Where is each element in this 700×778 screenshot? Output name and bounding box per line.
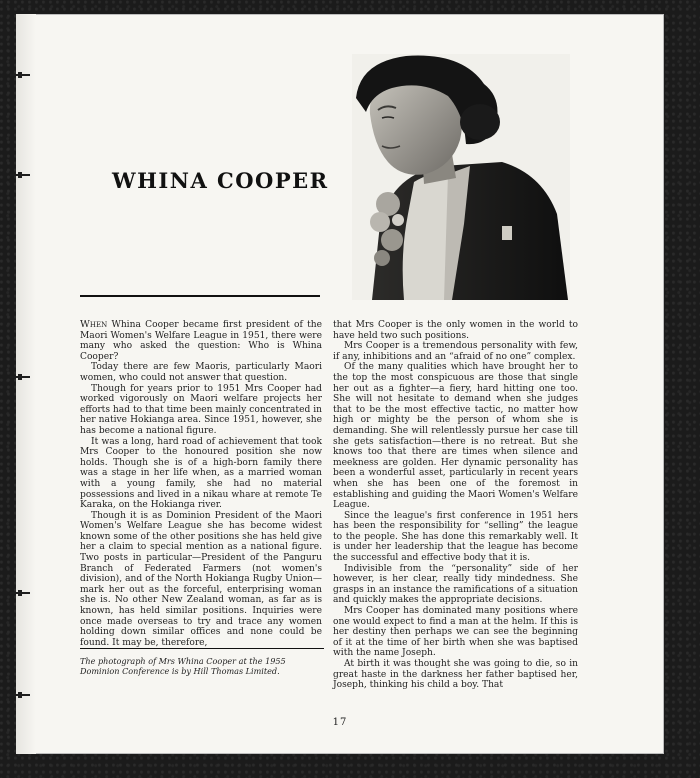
paragraph: Of the many qualities which have brought her to the top the most conspicuous are those that single her out as a fighter—a fiery, hard hitting one too. She will not hesitate to demand when she judges that to be the most effective tactic, no matter how high or mighty be the person of whom she is demanding. She will relentlessly pursue her case till she gets satisfaction—there is no retreat. But she knows too that there are times when silence and meekness are golden. Her dynamic personality has been a wonderful asset, particularly in recent years when she has been one of the foremost in establishing and guiding the Maori Women's Welfare League.	[333, 362, 578, 511]
paragraph: Since the league's first conference in 1951 hers has been the responsibility for “selling” the league to the people. She has done this remarkably well. It is under her leadership that the league has become the successful and effective body that it is.	[333, 510, 578, 564]
paragraph: Though it is as Dominion President of the Maori Women's Welfare League she has become widest known some of the other positions she has held give her a claim to special mention as a national figure. Two posts in particular—President of the Panguru Branch of Federated Farmers (not women's division), and of the North Hokianga Rugby Union—mark her out as the forceful, enterprising woman she is. No other New Zealand woman, as far as is known, has held similar positions. Inquiries were once made overseas to try and trace any women holding down similar offices and none could be found. It may be, therefore,	[80, 510, 322, 648]
paragraph: At birth it was thought she was going to die, so in great haste in the darkness her father baptised her, Joseph, thinking his child a boy. That	[333, 659, 578, 691]
paragraph: It was a long, hard road of achievement that took Mrs Cooper to the honoured position she now holds. Though she is of a high-born family there was a stage in her life when, as a married woman with a young family, she had no material possessions and lived in a nikau whare at remote Te Karaka, on the Hokianga river.	[80, 436, 322, 511]
paragraph: Today there are few Maoris, particularly Maori women, who could not answer that question.	[80, 362, 322, 383]
page-number: 17	[332, 717, 348, 728]
lead-word: When	[80, 319, 108, 330]
paragraph: Mrs Cooper is a tremendous personality with few, if any, inhibitions and an “afraid of no one” complex.	[333, 341, 578, 362]
article-title: WHINA COOPER	[112, 168, 329, 193]
page-number-layer	[16, 0, 664, 778]
paragraph: Mrs Cooper has dominated many positions where one would expect to find a man at the helm. If this is her destiny then perhaps we can see the beginning of it at the time of her birth when she was baptised with the name Joseph.	[333, 606, 578, 659]
photo-caption: The photograph of Mrs Whina Cooper at the 1955 Dominion Conference is by Hill Thomas Limited.	[80, 656, 286, 676]
paragraph: Indivisible from the “personality” side of her however, is her clear, really tidy mindedness. She grasps in an instance the ramifications of a situation and quickly makes the appropriate decisions.	[333, 563, 578, 606]
paragraph: Though for years prior to 1951 Mrs Cooper had worked vigorously on Maori welfare projects her efforts had to that time been mainly concentrated in her native Hokianga area. Since 1951, however, she has become a national figure.	[80, 383, 322, 436]
paragraph: that Mrs Cooper is the only women in the world to have held two such positions.	[333, 320, 578, 341]
paragraph-text: Whina Cooper became first president of the Maori Women's Welfare League in 1951, there were many who asked the question: Who is Whina Cooper?	[80, 320, 322, 362]
